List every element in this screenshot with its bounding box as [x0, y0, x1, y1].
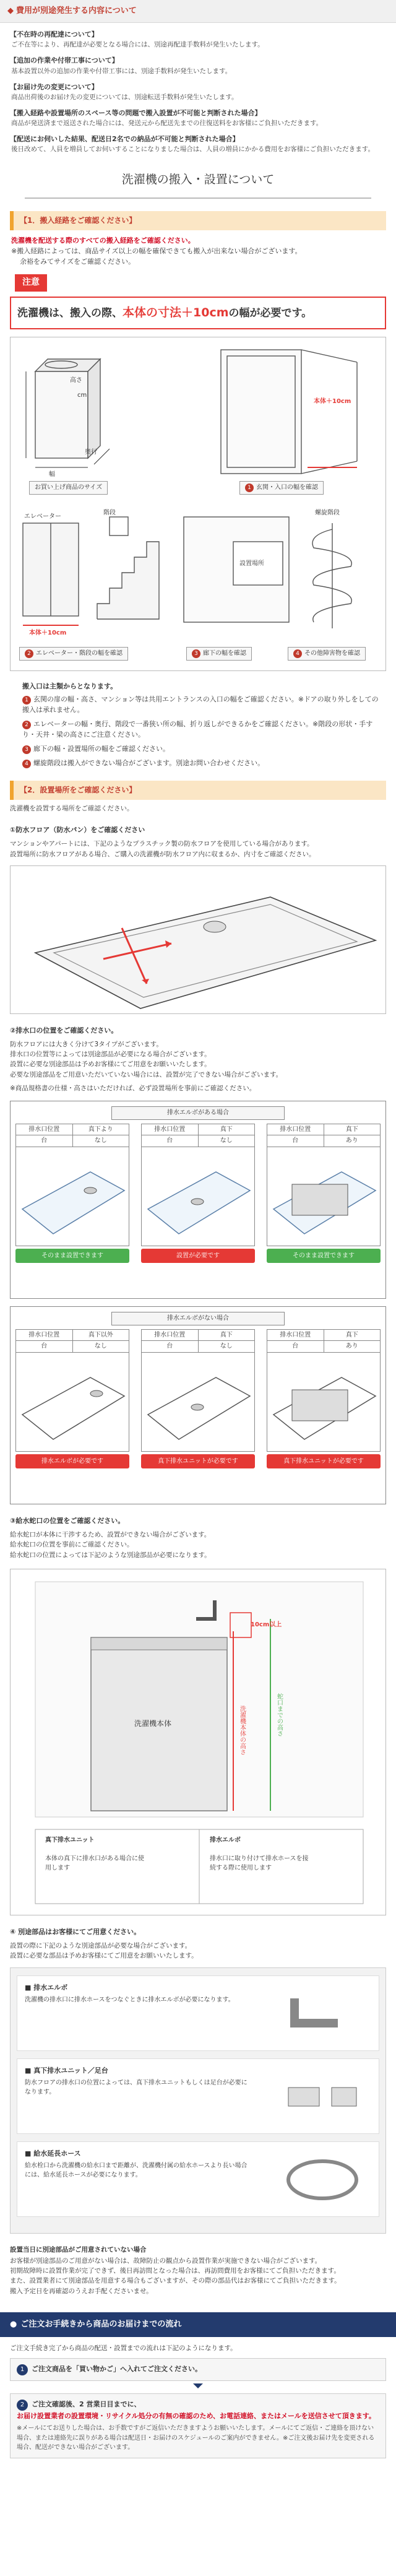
fee-item: 【お届け先の変更について】 商品出荷後のお届け先の変更については、別途転送手数料が発生いたします。 [10, 82, 238, 101]
drain-cell: 排水口位置 真下 台 なし 設置が必要です [141, 1124, 255, 1264]
elevator-icon [23, 523, 79, 616]
route-diagram-svg [11, 337, 385, 672]
caption-4: 4 その他障害物を確認 [288, 647, 366, 661]
pan-heading: ①防水フロア（防水パン）をご確認ください [10, 826, 145, 835]
spiral-stairs-icon [312, 523, 351, 628]
size-caption: お買い上げ商品のサイズ [29, 481, 108, 495]
check-row: 2 エレベーターの幅・奥行、階段で一番狭い所の幅、折り返しができるかをご確認ください。※階段の形状・手すり・天井・梁の高さにご注意ください。 [22, 720, 373, 739]
fee-item: 【配送にお伺いした結果、配送日2名での納品が不可能と判断された場合】 後日改めて、人員を増員してお伺いすることになりました場合は、人員の増員にかかる費用をお客様にご負担いただきます。 [10, 135, 374, 154]
washer-icon [35, 359, 100, 458]
pan-text: マンションやアパートには、下記のようなプラスチック製の防水フロアを使用している場合があります。 設置場所に防水フロアがある場合、ご購入の洗濯機が防水フロア内に収まるか、内寸をご確認ください。 [10, 840, 316, 858]
part1-name: 真下排水ユニット [45, 1836, 95, 1844]
door-body-label: 本体＋10cm [314, 398, 351, 405]
option-hose: ■ 給水延長ホース 給水栓口から洗濯機の給水口まで距離が、洗濯機付属の給水ホースより長い場合には、給水延長ホースが必要になります。 [17, 2141, 379, 2217]
route-diagram [10, 337, 386, 671]
pan-thumb [15, 1353, 129, 1452]
faucet-height-label: 蛇口までの高さ [275, 1693, 283, 1737]
pan-thumb [267, 1147, 381, 1246]
flow-arrow-icon [193, 2383, 203, 2388]
pan-illustration [10, 865, 386, 1014]
depth-label: 奥行 [85, 449, 97, 456]
corridor-icon [184, 517, 289, 622]
caution-block: 設置当日に別途部品がご用意されていない場合 お客様が別途部品のご用意がない場合は、故障防止の観点から設置作業が実施できない場合がございます。 初期故障時に設置作業が完了できず、後日再訪問となった場合は、再訪問費用をお客様にてご負担いただきます。 また、設置業者にて別途部品を用意する場合もございますが、その際の部品代はお客様にてご負担いただきます。 搬入予定日を再確認のうえお手配くださいませ。 [10, 2245, 341, 2295]
part2-name: 排水エルボ [210, 1836, 241, 1844]
fee-item: 【搬入経路や設置場所のスペース等の問題で搬入設置が不可能と判断された場合】 商品が発送済まで返送された場合には、発送元から配送先までの往復送料をお客様にご負担いただきます。 [10, 109, 323, 128]
drain-cell: 排水口位置 真下 台 あり 真下排水ユニットが必要です [267, 1329, 381, 1469]
option-drain-unit: ■ 真下排水ユニット／足台 防水フロアの排水口の位置によっては、真下排水ユニットもしくは足台が必要になります。 [17, 2058, 379, 2134]
check-row: 1 玄関の扉の幅・高さ、マンション等は共用エントランスの入口の幅をご確認ください。※ドアの取り外しをしての搬入は承れません。 [22, 695, 379, 714]
part1-desc: 本体の真下に排水口がある場合に使用します [45, 1855, 144, 1872]
options-text: 設置の際に下記のような別途部品が必要な場合がございます。 設置に必要な部品は予めお客様にてご用意をお願いいたします。 [10, 1942, 198, 1960]
pan-thumb [141, 1147, 255, 1246]
drain-heading: ②排水口の位置をご確認ください。 [10, 1026, 118, 1034]
attention-label: 注意 [15, 274, 47, 292]
bullet-icon: ◆ [7, 6, 14, 15]
flow-intro: ご注文手続き完了から商品の配送・設置までの流れは下記のようになります。 [10, 2344, 237, 2353]
install-intro: 洗濯機を設置する場所をご確認ください。 [10, 804, 134, 812]
drain-unit-icon [276, 2069, 369, 2125]
flow-step: 1 ご注文商品を「買い物かご」へ入れてご注文ください。 [10, 2358, 386, 2381]
flow-step: 2 ご注文確認後、2 営業日目までに、 お届け設置業者の設置環境・リサイクル処分の有無の確認のため、お電話連絡、またはメールを送信させて頂きます。 ※メールにてお送りした場合は、お手数ですがご返信いただきますようお願いいたします。メールにてご返信・ご連絡を頂けない場合、または連絡先に誤りがある場合は配送日・お届けのスケジュールのご案内ができません。※ご注文後お届け先を変更される場合、配送ができない場合がございます。 [10, 2393, 386, 2458]
fee-header [0, 0, 396, 23]
height-unit: cm [77, 392, 87, 399]
washer-body-label: 洗濯機本体 [134, 1719, 172, 1728]
faucet-diagram [10, 1569, 386, 1915]
caption-3: 3 廊下の幅を確認 [186, 647, 252, 661]
fee-list [0, 23, 396, 155]
section-title: 洗濯機の搬入・設置について [25, 171, 371, 199]
caption-2: 2 エレベーター・階段の幅を確認 [19, 647, 128, 661]
hose-icon [276, 2152, 369, 2208]
elbow-icon [276, 1986, 369, 2042]
fee-title: ◆ 費用が別途発生する内容について [7, 5, 389, 17]
spiral-label: 螺旋階段 [315, 510, 340, 516]
fee-item: 【不在時の再配達について】 ご不在等により、再配達が必要となる場合には、別途再配達手数料が発生いたします。 [10, 30, 264, 49]
fee-item: 【追加の作業や付帯工事について】 基本設置以外の追加の作業や付帯工事には、別途手数料が発生いたします。 [10, 56, 232, 75]
width-label: 幅 [49, 471, 55, 478]
place-label: 設置場所 [239, 560, 264, 567]
caption-1: 1 玄関・入口の幅を確認 [239, 481, 324, 495]
faucet-text: 給水蛇口が本体に干渉するため、設置ができない場合がございます。 給水蛇口の位置を事前にご確認ください。 給水蛇口の位置によっては下記のような別途部品が必要になります。 [10, 1531, 211, 1559]
route-heading: 【1．搬入経路をご確認ください】 [10, 211, 386, 230]
bullet-icon: ● [10, 2319, 17, 2329]
options-box [10, 1967, 386, 2234]
pan-svg [11, 866, 385, 1015]
options-heading: ④ 別途部品はお客様にてご用意ください。 [10, 1927, 141, 1936]
route-checks: 搬入口は主類からとなります。 1 玄関の扉の幅・高さ、マンション等は共用エントランスの入口の幅をご確認ください。※ドアの取り外しをしての搬入は承れません。 2 エレベーターの幅・奥行、階段で一番狭い所の幅、折り返しができるかをご確認ください。※階段の形状・手すり・天井・梁の高さにご注意ください。 3 廊下の幅・設置場所の幅をご確認ください。 4 螺旋階段は搬入ができない場合がございます。別途お問い合わせください。 [22, 681, 379, 768]
drain-table-without-elbow: 排水エルボがない場合 排水口位置 真下以外 台 なし 排水エルボが必要です 排水口位置 真下 台 なし 真下排水ユニットが必要です 排水口位置 真下 台 あり 真下排水ユニットが必要です [10, 1306, 386, 1504]
drain-cell: 排水口位置 真下以外 台 なし 排水エルボが必要です [15, 1329, 129, 1469]
install-heading: 【2．設置場所をご確認ください】 [10, 781, 386, 800]
drain-table-with-elbow: 排水エルボがある場合 排水口位置 真下より 台 なし そのまま設置できます 排水口位置 真下 台 なし 設置が必要です 排水口位置 真下 台 あり そのまま設置できます [10, 1101, 386, 1299]
drain-cell: 排水口位置 真下より 台 なし そのまま設置できます [15, 1124, 129, 1264]
elevator-body-label: 本体＋10cm [29, 630, 67, 636]
check-row: 4 螺旋階段は搬入ができない場合がございます。別途お問い合わせください。 [22, 758, 379, 768]
elevator-label: エレベーター [24, 513, 61, 520]
check-row: 3 廊下の幅・設置場所の幅をご確認ください。 [22, 744, 379, 754]
flow-header: ● ご注文お手続きから商品のお届けまでの流れ [0, 2312, 396, 2337]
clearance-label: 10cm以上 [251, 1621, 282, 1628]
route-note: 洗濯機を配送する際のすべての搬入経路をご確認ください。 ※搬入経路によっては、商品サイズ以上の幅を確保できても搬入が出来ない場合がございます。 余裕をみてサイズをご確認ください。 [11, 236, 302, 266]
option-elbow: ■ 排水エルボ 洗濯機の排水口に排水ホースをつなぐときに排水エルボが必要になります。 [17, 1975, 379, 2051]
drain-text: 防水フロアには大きく分けて3タイプがございます。 排水口の位置等によっては別途部品が必要になる場合がございます。 設置に必要な別途部品は予めお客様にてご用意をお願いいたします。 必要な別途部品をご用意いただいていない場合には、設置が完了できない場合がございます。 ※商品規格書の仕様・高さはいただければ、必ず設置場所を事前にご確認ください。 [10, 1040, 283, 1092]
stairs-label: 階段 [103, 510, 116, 516]
washer-height-label: 洗濯機本体の高さ [238, 1705, 246, 1755]
pan-thumb [141, 1353, 255, 1452]
drain-cell: 排水口位置 真下 台 あり そのまま設置できます [267, 1124, 381, 1264]
part2-desc: 排水口に取り付けて排水ホースを接続する際に使用します [210, 1855, 309, 1872]
stairs-icon [97, 517, 159, 619]
drain-cell: 排水口位置 真下 台 なし 真下排水ユニットが必要です [141, 1329, 255, 1469]
attention-box: 洗濯機は、搬入の際、本体の寸法＋10cmの幅が必要です。 [10, 297, 386, 329]
height-label: 高さ [70, 377, 82, 384]
pan-thumb [15, 1147, 129, 1246]
faucet-heading: ③給水蛇口の位置をご確認ください。 [10, 1517, 125, 1525]
pan-thumb [267, 1353, 381, 1452]
door-icon [221, 350, 357, 474]
